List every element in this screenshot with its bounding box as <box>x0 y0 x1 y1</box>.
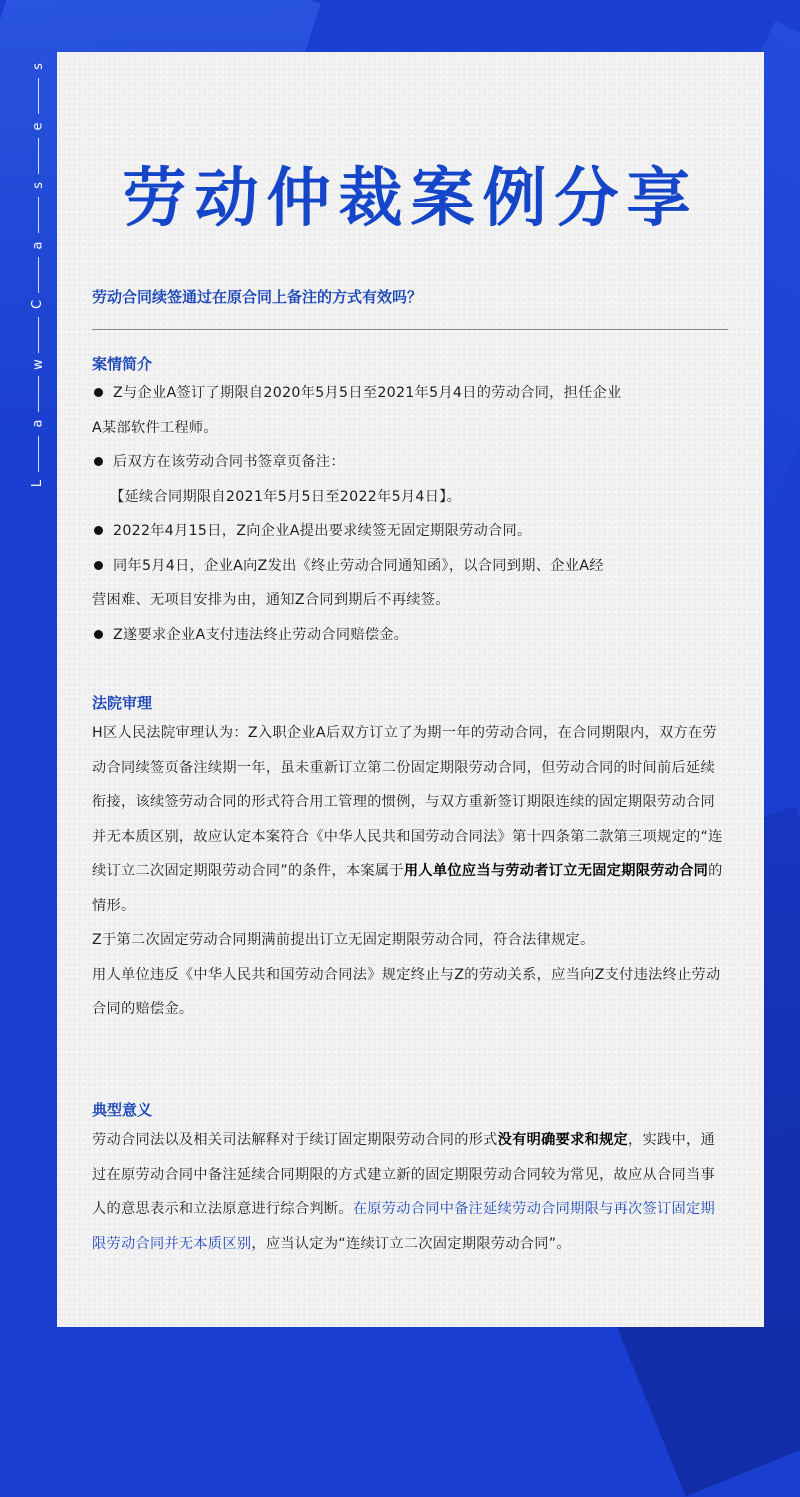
list-item-text: Z遂要求企业A支付违法终止劳动合同赔偿金。 <box>113 626 409 643</box>
list-item-text: A某部软件工程师。 <box>92 419 218 436</box>
sidebar-letter: a <box>30 419 46 428</box>
list-item <box>92 376 728 445</box>
sidebar-letter: e <box>30 122 46 131</box>
court-text-2: Z于第二次固定劳动合同期满前提出订立无固定期限劳动合同，符合法律规定。 <box>92 932 595 948</box>
sidebar-line <box>38 257 39 293</box>
court-paragraph <box>92 716 728 1027</box>
sidebar-letter: C <box>30 300 46 310</box>
significance-paragraph <box>92 1123 728 1261</box>
list-item-text: 同年5月4日，企业A向Z发出《终止劳动合同通知函》，以合同到期、企业A经 <box>113 557 604 574</box>
list-item-text: Z与企业A签订了期限自2020年5月5日至2021年5月4日的劳动合同，担任企业 <box>113 385 622 401</box>
bullet-icon <box>94 630 103 639</box>
sidebar-line <box>38 138 39 174</box>
bullet-icon <box>94 388 103 397</box>
divider <box>92 329 728 330</box>
bullet-icon <box>94 457 103 466</box>
significance-emphasis: 没有明确要求和规定 <box>497 1132 629 1148</box>
sidebar-letter: s <box>30 182 46 190</box>
case-intro-heading: 案情简介 <box>92 355 153 373</box>
list-item-text: 营困难、无项目安排为由，通知Z合同到期后不再续签。 <box>92 592 450 608</box>
list-item-text: 后双方在该劳动合同书签章页备注： <box>113 454 345 470</box>
list-item <box>92 514 728 549</box>
significance-text: 劳动合同法以及相关司法解释对于续订固定期限劳动合同的形式 <box>92 1132 498 1148</box>
sidebar-letter: w <box>30 358 46 370</box>
bullet-icon <box>94 561 103 570</box>
case-question: 劳动合同续签通过在原合同上备注的方式有效吗？ <box>92 288 423 306</box>
list-item-note: 【延续合同期限自2021年5月5日至2022年5月4日】。 <box>110 488 462 505</box>
significance-heading: 典型意义 <box>92 1101 153 1119</box>
sidebar-line <box>38 78 39 114</box>
sidebar-letter: a <box>30 241 46 250</box>
court-text: H区人民法院审理认为：Z入职企业A后双方订立了为期一年的劳动合同，在合同期限内，双方在劳动合同续签页备注续期一年，虽未重新订立第二份固定期限劳动合同，但劳动合同的时间前后延续衔接，该续签劳动合同的形式符合用工管理的惯例，与双方重新签订期限连续的固定期限劳动合同并无本质区别，故应认定本案符合《中华人民共和国劳动合同法》第十四条第二款第三项规定的“连续订立二次固定期限劳动合同”的条件，本案属于 <box>92 725 723 879</box>
court-text-end: 的情形。 <box>92 863 723 914</box>
sidebar-letter: L <box>30 479 46 488</box>
bullet-icon <box>94 526 103 535</box>
case-intro-list <box>92 376 728 652</box>
content-card <box>57 52 764 1327</box>
page-title: 劳动仲裁案例分享 <box>122 162 699 236</box>
vertical-laws-cases-decoration <box>26 60 50 490</box>
court-text-3: 用人单位违反《中华人民共和国劳动合同法》规定终止与Z的劳动关系，应当向Z支付违法终止劳动合同的赔偿金。 <box>92 966 721 1017</box>
sidebar-line <box>38 317 39 353</box>
list-item <box>92 618 728 653</box>
list-item-text: 2022年4月15日，Z向企业A提出要求续签无固定期限劳动合同。 <box>113 523 532 539</box>
list-item <box>92 549 728 618</box>
court-text-emphasis: 用人单位应当与劳动者订立无固定期限劳动合同 <box>403 863 709 879</box>
sidebar-letter: s <box>30 63 46 70</box>
sidebar-line <box>38 376 39 412</box>
significance-text-2: ，实践中，通过在原劳动合同中备注延续合同期限的方式建立新的固定期限劳动合同较为常见，故应从合同当事人的意思表示和立法原意进行综合判断。 <box>92 1132 715 1217</box>
significance-text-3: ，应当认定为“连续订立二次固定期限劳动合同”。 <box>251 1235 571 1252</box>
sidebar-line <box>38 197 39 233</box>
sidebar-line <box>38 436 39 472</box>
court-heading: 法院审理 <box>92 694 153 712</box>
significance-highlight: 在原劳动合同中备注延续劳动合同期限与再次签订固定期限劳动合同并无本质区别 <box>92 1201 715 1252</box>
list-item <box>92 445 728 514</box>
